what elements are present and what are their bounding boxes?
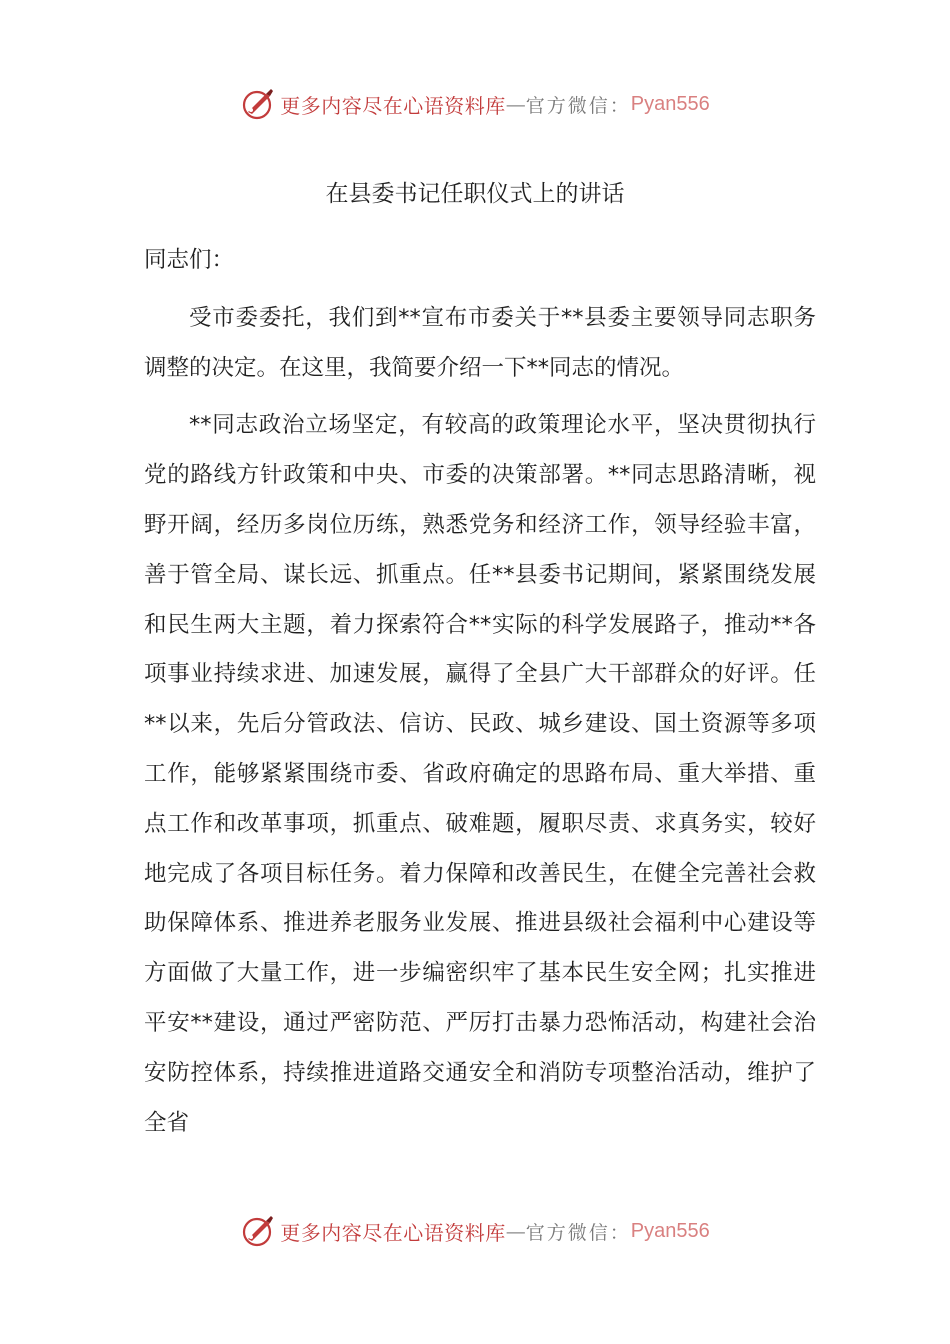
banner-text: 更多内容尽在心语资料库 (280, 93, 506, 118)
paragraph-1: 受市委委托，我们到**宣布市委关于**县委主要领导同志职务调整的决定。在这里，我简要介绍一下**同志的情况。 (144, 304, 816, 381)
document-body (144, 236, 816, 1148)
banner-wechat-label: 官方微信： (525, 94, 631, 117)
banner-dash: — (505, 92, 526, 116)
header-banner (0, 84, 950, 124)
footer-banner-text: 更多内容尽在心语资料库 (280, 1220, 506, 1245)
pen-seal-icon (240, 86, 276, 122)
footer-banner (0, 1211, 950, 1251)
salutation: 同志们： (144, 247, 235, 273)
footer-banner-dash: — (505, 1219, 526, 1243)
footer-banner-wechat-id: Pyan556 (630, 1219, 710, 1242)
paragraph-2: **同志政治立场坚定，有较高的政策理论水平，坚决贯彻执行党的路线方针政策和中央、市委的决策部署。**同志思路清晰，视野开阔，经历多岗位历练，熟悉党务和经济工作，领导经验丰富，善于管全局、谋长远、抓重点。任**县委书记期间，紧紧围绕发展和民生两大主题，着力探索符合**实际的科学发展路子，推动**各项事业持续求进、加速发展，赢得了全县广大干部群众的好评。任**以来，先后分管政法、信访、民政、城乡建设、国土资源等多项工作，能够紧紧围绕市委、省政府确定的思路布局、重大举措、重点工作和改革事项，抓重点、破难题，履职尽责、求真务实，较好地完成了各项目标任务。着力保障和改善民生，在健全完善社会救助保障体系、推进养老服务业发展、推进县级社会福利中心建设等方面做了大量工作，进一步编密织牢了基本民生安全网；扎实推进平安**建设，通过严密防范、严厉打击暴力恐怖活动，构建社会治安防控体系，持续推进道路交通安全和消防专项整治活动，维护了全省 (144, 412, 816, 1136)
pen-seal-icon (240, 1213, 276, 1249)
banner-wechat-id: Pyan556 (630, 92, 710, 115)
footer-banner-wechat-label: 官方微信： (525, 1221, 631, 1244)
document-title: 在县委书记任职仪式上的讲话 (325, 181, 625, 207)
